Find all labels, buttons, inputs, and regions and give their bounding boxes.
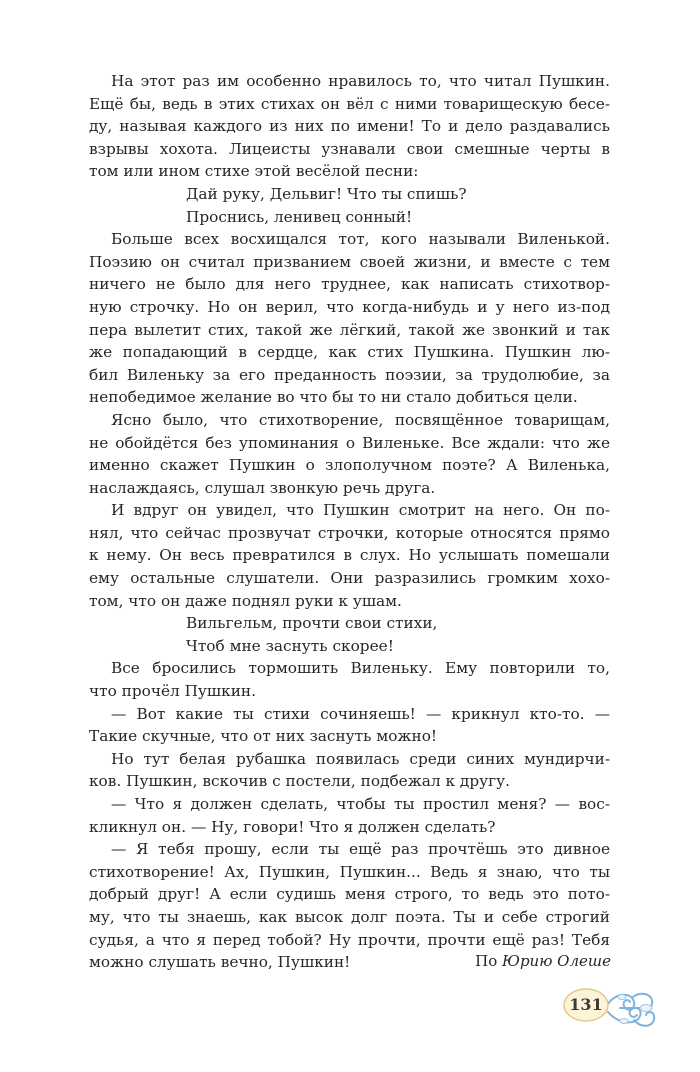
text-line: том, что он даже поднял руки к ушам. xyxy=(89,591,402,610)
text-line: судья, а что я перед тобой? Ну прочти, прочти ещё раз! Тебя xyxy=(89,930,610,949)
text-line: ду, называя каждого из них по имени! То и дело раздавались xyxy=(89,117,610,136)
text-line: Такие скучные, что от них заснуть можно! xyxy=(89,727,438,746)
text-line: ничего не было для него труднее, как написать стихотвор- xyxy=(89,275,610,294)
text-line: кликнул он. — Ну, говори! Что я должен сделать? xyxy=(89,817,496,836)
attribution-author: Юрию Олеше xyxy=(502,952,611,970)
verse-line: Чтоб мне заснуть скорее! xyxy=(186,636,394,655)
text-line: И вдруг он увидел, что Пушкин смотрит на него. Он по- xyxy=(111,501,610,520)
text-line: — Что я должен сделать, чтобы ты простил меня? — вос- xyxy=(111,795,610,813)
text-line: Больше всех восхищался тот, кого называли Виленькой. xyxy=(111,230,610,249)
paragraph-2 xyxy=(89,228,610,409)
text-line: именно скажет Пушкин о злополучном поэте? А Виленька, xyxy=(89,456,610,475)
text-line: ную строчку. Но он верил, что когда-нибудь и у него из-под xyxy=(89,297,610,316)
paragraph-8 xyxy=(89,793,610,838)
text-line: не обойдётся без упоминания о Виленьке. Все ждали: что же xyxy=(89,433,610,452)
text-line: же попадающий в сердце, как стих Пушкина. Пушкин лю- xyxy=(89,343,610,362)
source-attribution xyxy=(475,951,611,971)
text-line: Ясно было, что стихотворение, посвящённое товарищам, xyxy=(111,410,610,429)
text-line: Ещё бы, ведь в этих стихах он вёл с ними товарищескую бесе- xyxy=(89,94,610,113)
paragraph-5 xyxy=(89,657,610,702)
text-line: к нему. Он весь превратился в слух. Но услышать помешали xyxy=(89,546,610,565)
text-line: что прочёл Пушкин. xyxy=(89,682,256,701)
text-line: добрый друг! А если судишь меня строго, то ведь это пото- xyxy=(89,885,610,904)
paragraph-1 xyxy=(89,70,610,183)
text-line: Поэзию он считал призванием своей жизни, и вместе с тем xyxy=(89,252,610,271)
text-line: взрывы хохота. Лицеисты узнавали свои смешные черты в xyxy=(89,139,610,158)
text-line: ков. Пушкин, вскочив с постели, подбежал к другу. xyxy=(89,772,511,791)
verse-line: Дай руку, Дельвиг! Что ты спишь? xyxy=(186,184,467,203)
verse-delvig xyxy=(89,183,610,228)
page-number-badge xyxy=(562,986,662,1036)
paragraph-7 xyxy=(89,748,610,793)
text-line: том или ином стихе этой весёлой песни: xyxy=(89,162,419,181)
text-line: непобедимое желание во что бы то ни стало добиться цели. xyxy=(89,388,578,407)
text-line: нял, что сейчас прозвучат строчки, которые относятся прямо xyxy=(89,523,610,542)
paragraph-3 xyxy=(89,409,610,499)
text-line: Но тут белая рубашка появилась среди синих мундирчи- xyxy=(111,749,610,768)
story-text xyxy=(89,70,610,974)
text-line: можно слушать вечно, Пушкин! xyxy=(89,953,351,972)
text-line: пера вылетит стих, такой же лёгкий, такой же звонкий и так xyxy=(89,320,610,339)
verse-line: Проснись, ленивец сонный! xyxy=(186,207,413,226)
text-line: наслаждаясь, слушал звонкую речь друга. xyxy=(89,478,436,497)
text-line: Все бросились тормошить Виленьку. Ему повторили то, xyxy=(111,659,610,678)
paragraph-4 xyxy=(89,499,610,612)
text-line: На этот раз им особенно нравилось то, что читал Пушкин. xyxy=(111,72,610,90)
verse-wilhelm xyxy=(89,612,610,657)
text-line: — Я тебя прошу, если ты ещё раз прочтёшь это дивное xyxy=(111,840,610,859)
paragraph-6 xyxy=(89,703,610,748)
verse-line: Вильгельм, прочти свои стихи, xyxy=(186,614,438,633)
attribution-prefix: По xyxy=(475,952,503,970)
text-line: ему остальные слушатели. Они разразились громким хохо- xyxy=(89,569,610,588)
text-line: — Вот какие ты стихи сочиняешь! — крикнул кто-то. — xyxy=(111,704,610,723)
text-line: бил Виленьку за его преданность поэзии, за трудолюбие, за xyxy=(89,365,610,384)
page-number: 131 xyxy=(569,995,603,1014)
text-line: му, что ты знаешь, как высок долг поэта. Ты и себе строгий xyxy=(89,907,610,926)
text-line: стихотворение! Ах, Пушкин, Пушкин... Ведь я знаю, что ты xyxy=(89,862,610,881)
